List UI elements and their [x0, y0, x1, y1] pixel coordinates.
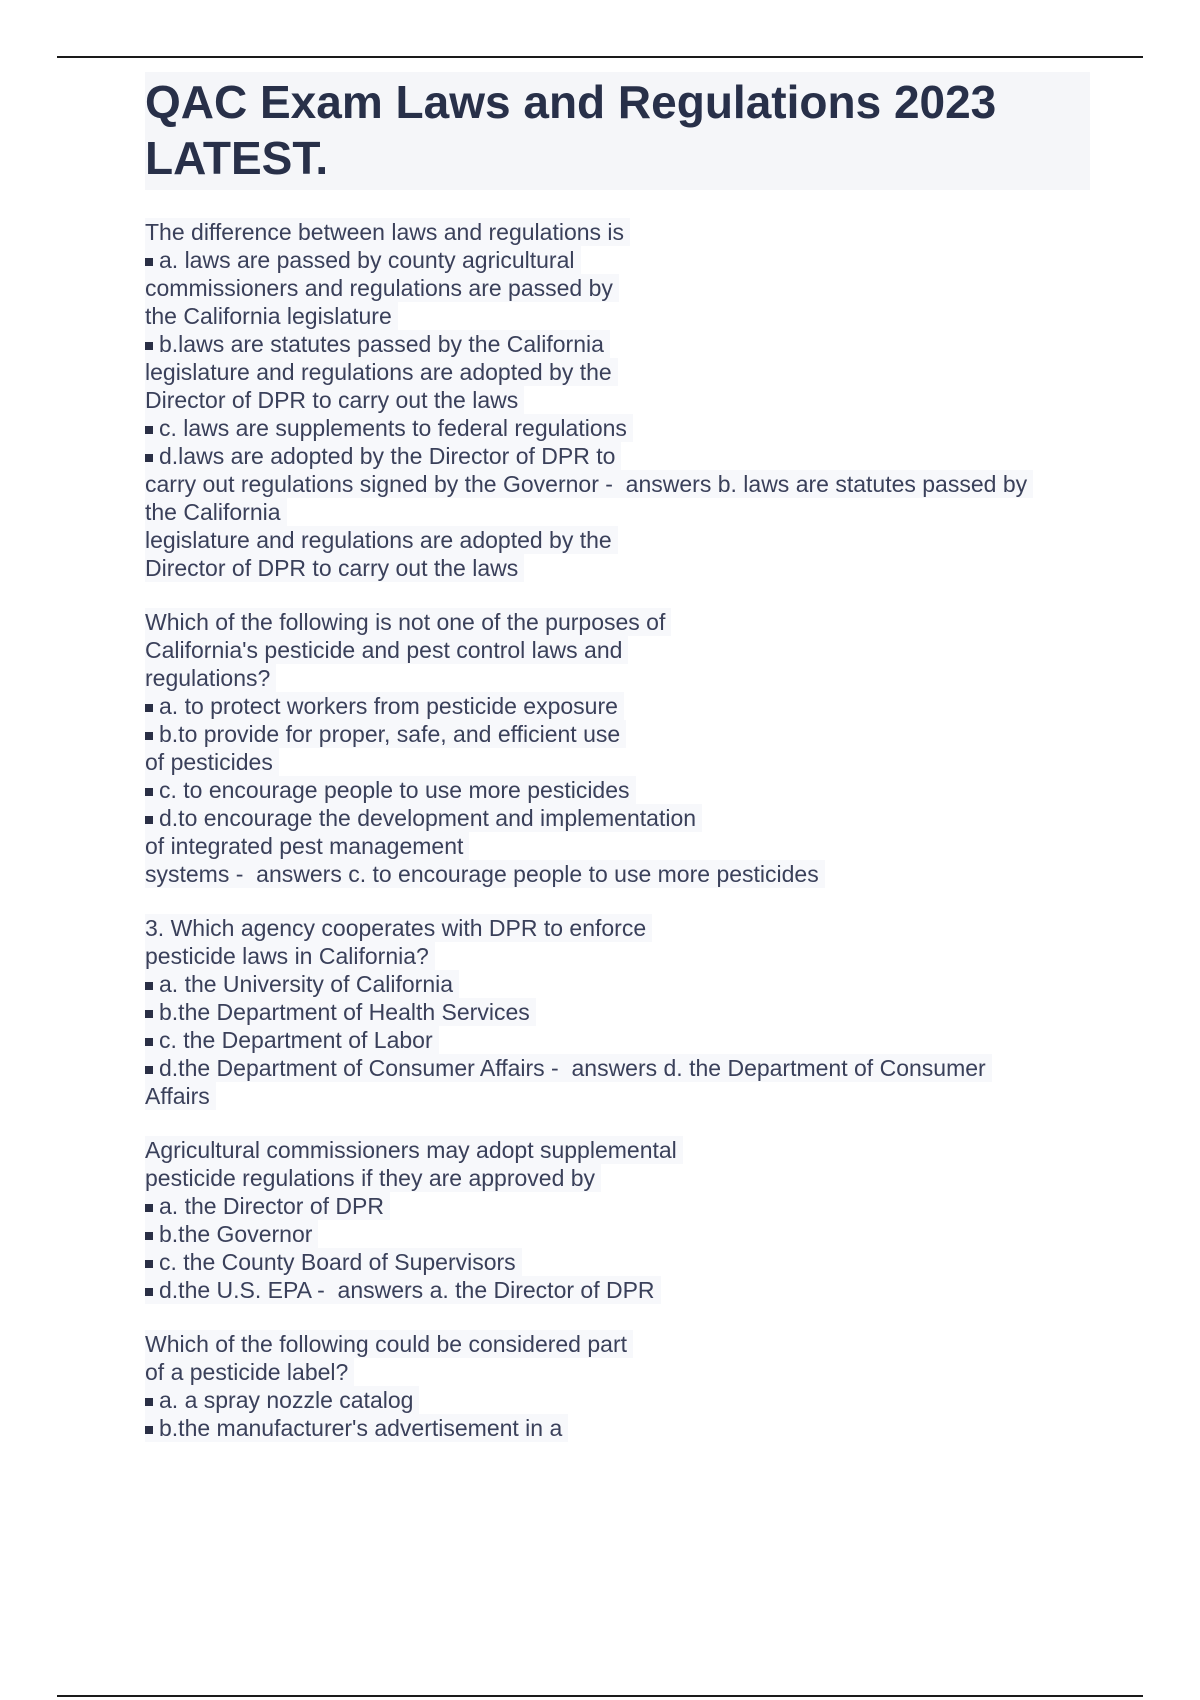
line-highlight — [145, 1082, 216, 1110]
square-bullet-icon — [145, 816, 153, 824]
line-text: commissioners and regulations are passed by — [145, 275, 613, 301]
square-bullet-icon — [145, 732, 153, 740]
line-text: c. laws are supplements to federal regulations — [159, 415, 627, 441]
line-text: a. laws are passed by county agricultural — [159, 247, 575, 273]
line-highlight — [145, 832, 469, 860]
square-bullet-icon — [145, 1066, 153, 1074]
square-bullet-icon — [145, 1038, 153, 1046]
document-title: QAC Exam Laws and Regulations 2023 LATEST. — [145, 72, 1090, 190]
line-text: d.the U.S. EPA - answers a. the Director of DPR — [159, 1277, 655, 1303]
line-highlight — [145, 970, 459, 998]
document-body — [145, 72, 1090, 1442]
line-text: Which of the following is not one of the purposes of — [145, 609, 666, 635]
line-highlight — [145, 748, 279, 776]
line-highlight — [145, 442, 621, 470]
line-text: a. the Director of DPR — [159, 1193, 384, 1219]
question-text-line — [145, 664, 1090, 692]
top-divider — [57, 56, 1143, 58]
line-highlight — [145, 1220, 318, 1248]
answer-option-line — [145, 804, 1090, 832]
line-highlight — [145, 526, 618, 554]
line-text: d.laws are adopted by the Director of DPR to — [159, 443, 616, 469]
line-highlight — [145, 246, 581, 274]
line-highlight — [145, 554, 524, 582]
answer-option-line — [145, 720, 1090, 748]
answer-option-line — [145, 998, 1090, 1026]
line-highlight — [145, 1164, 601, 1192]
line-highlight — [145, 498, 287, 526]
line-text: pesticide laws in California? — [145, 943, 429, 969]
question-block — [145, 1330, 1090, 1442]
question-list — [145, 218, 1090, 1442]
answer-option-line — [145, 692, 1090, 720]
line-text: the California legislature — [145, 303, 392, 329]
square-bullet-icon — [145, 1426, 153, 1434]
line-text: of integrated pest management — [145, 833, 464, 859]
question-text-line — [145, 470, 1090, 498]
line-highlight — [145, 386, 524, 414]
line-text: b.to provide for proper, safe, and efficient use — [159, 721, 621, 747]
line-highlight — [145, 1386, 419, 1414]
answer-option-line — [145, 1276, 1090, 1304]
line-text: carry out regulations signed by the Governor - answers b. laws are statutes passed by — [145, 471, 1028, 497]
answer-option-line — [145, 1054, 1090, 1082]
line-highlight — [145, 414, 633, 442]
line-highlight — [145, 636, 628, 664]
line-highlight — [145, 1414, 568, 1442]
line-highlight — [145, 330, 610, 358]
line-text: a. to protect workers from pesticide exposure — [159, 693, 618, 719]
question-text-line — [145, 554, 1090, 582]
line-text: b.the Department of Health Services — [159, 999, 530, 1025]
answer-option-line — [145, 1220, 1090, 1248]
question-text-line — [145, 1164, 1090, 1192]
line-text: Affairs — [145, 1083, 210, 1109]
square-bullet-icon — [145, 1260, 153, 1268]
line-highlight — [145, 1358, 354, 1386]
line-text: b.laws are statutes passed by the California — [159, 331, 604, 357]
line-text: regulations? — [145, 665, 271, 691]
line-highlight — [145, 1054, 992, 1082]
line-highlight — [145, 218, 630, 246]
line-text: Agricultural commissioners may adopt supplemental — [145, 1137, 677, 1163]
answer-option-line — [145, 970, 1090, 998]
square-bullet-icon — [145, 342, 153, 350]
question-text-line — [145, 636, 1090, 664]
line-highlight — [145, 302, 398, 330]
line-highlight — [145, 860, 825, 888]
line-highlight — [145, 776, 636, 804]
line-text: b.the manufacturer's advertisement in a — [159, 1415, 563, 1441]
line-text: The difference between laws and regulations is — [145, 219, 625, 245]
question-text-line — [145, 358, 1090, 386]
line-highlight — [145, 1192, 390, 1220]
answer-option-line — [145, 330, 1090, 358]
question-block — [145, 218, 1090, 582]
line-highlight — [145, 914, 652, 942]
question-text-line — [145, 860, 1090, 888]
line-text: systems - answers c. to encourage people to use more pesticides — [145, 861, 819, 887]
question-block — [145, 608, 1090, 888]
answer-option-line — [145, 246, 1090, 274]
question-block — [145, 914, 1090, 1110]
line-text: a. a spray nozzle catalog — [159, 1387, 414, 1413]
line-highlight — [145, 942, 435, 970]
square-bullet-icon — [145, 1010, 153, 1018]
line-text: c. the Department of Labor — [159, 1027, 433, 1053]
line-text: pesticide regulations if they are approved by — [145, 1165, 596, 1191]
line-highlight — [145, 358, 618, 386]
answer-option-line — [145, 776, 1090, 804]
question-block — [145, 1136, 1090, 1304]
answer-option-line — [145, 1386, 1090, 1414]
square-bullet-icon — [145, 1398, 153, 1406]
square-bullet-icon — [145, 426, 153, 434]
square-bullet-icon — [145, 1232, 153, 1240]
question-text-line — [145, 386, 1090, 414]
square-bullet-icon — [145, 258, 153, 266]
question-text-line — [145, 748, 1090, 776]
line-text: the California — [145, 499, 281, 525]
line-highlight — [145, 998, 536, 1026]
line-text: legislature and regulations are adopted by the — [145, 527, 612, 553]
question-text-line — [145, 498, 1090, 526]
line-highlight — [145, 470, 1033, 498]
line-text: d.the Department of Consumer Affairs - answers d. the Department of Consumer — [159, 1055, 986, 1081]
square-bullet-icon — [145, 788, 153, 796]
answer-option-line — [145, 1192, 1090, 1220]
line-text: c. the County Board of Supervisors — [159, 1249, 516, 1275]
line-highlight — [145, 1136, 683, 1164]
line-highlight — [145, 274, 619, 302]
line-highlight — [145, 1330, 633, 1358]
square-bullet-icon — [145, 982, 153, 990]
line-text: Which of the following could be considered part — [145, 1331, 628, 1357]
square-bullet-icon — [145, 704, 153, 712]
line-text: Director of DPR to carry out the laws — [145, 555, 519, 581]
line-text: 3. Which agency cooperates with DPR to enforce — [145, 915, 647, 941]
square-bullet-icon — [145, 454, 153, 462]
answer-option-line — [145, 442, 1090, 470]
question-text-line — [145, 218, 1090, 246]
line-text: of a pesticide label? — [145, 1359, 349, 1385]
line-text: Director of DPR to carry out the laws — [145, 387, 519, 413]
line-text: a. the University of California — [159, 971, 454, 997]
answer-option-line — [145, 414, 1090, 442]
line-text: California's pesticide and pest control laws and — [145, 637, 623, 663]
line-highlight — [145, 664, 276, 692]
question-text-line — [145, 608, 1090, 636]
line-highlight — [145, 720, 626, 748]
question-text-line — [145, 1082, 1090, 1110]
line-highlight — [145, 1248, 522, 1276]
answer-option-line — [145, 1414, 1090, 1442]
line-highlight — [145, 608, 671, 636]
question-text-line — [145, 274, 1090, 302]
bottom-divider — [57, 1695, 1143, 1697]
question-text-line — [145, 526, 1090, 554]
question-text-line — [145, 1136, 1090, 1164]
line-highlight — [145, 1276, 661, 1304]
line-text: of pesticides — [145, 749, 273, 775]
question-text-line — [145, 302, 1090, 330]
line-highlight — [145, 692, 624, 720]
square-bullet-icon — [145, 1204, 153, 1212]
answer-option-line — [145, 1026, 1090, 1054]
square-bullet-icon — [145, 1288, 153, 1296]
line-text: legislature and regulations are adopted by the — [145, 359, 612, 385]
line-highlight — [145, 1026, 439, 1054]
question-text-line — [145, 832, 1090, 860]
line-text: d.to encourage the development and implementation — [159, 805, 697, 831]
line-highlight — [145, 804, 702, 832]
question-text-line — [145, 914, 1090, 942]
line-text: c. to encourage people to use more pesticides — [159, 777, 630, 803]
question-text-line — [145, 942, 1090, 970]
line-text: b.the Governor — [159, 1221, 313, 1247]
question-text-line — [145, 1358, 1090, 1386]
answer-option-line — [145, 1248, 1090, 1276]
question-text-line — [145, 1330, 1090, 1358]
